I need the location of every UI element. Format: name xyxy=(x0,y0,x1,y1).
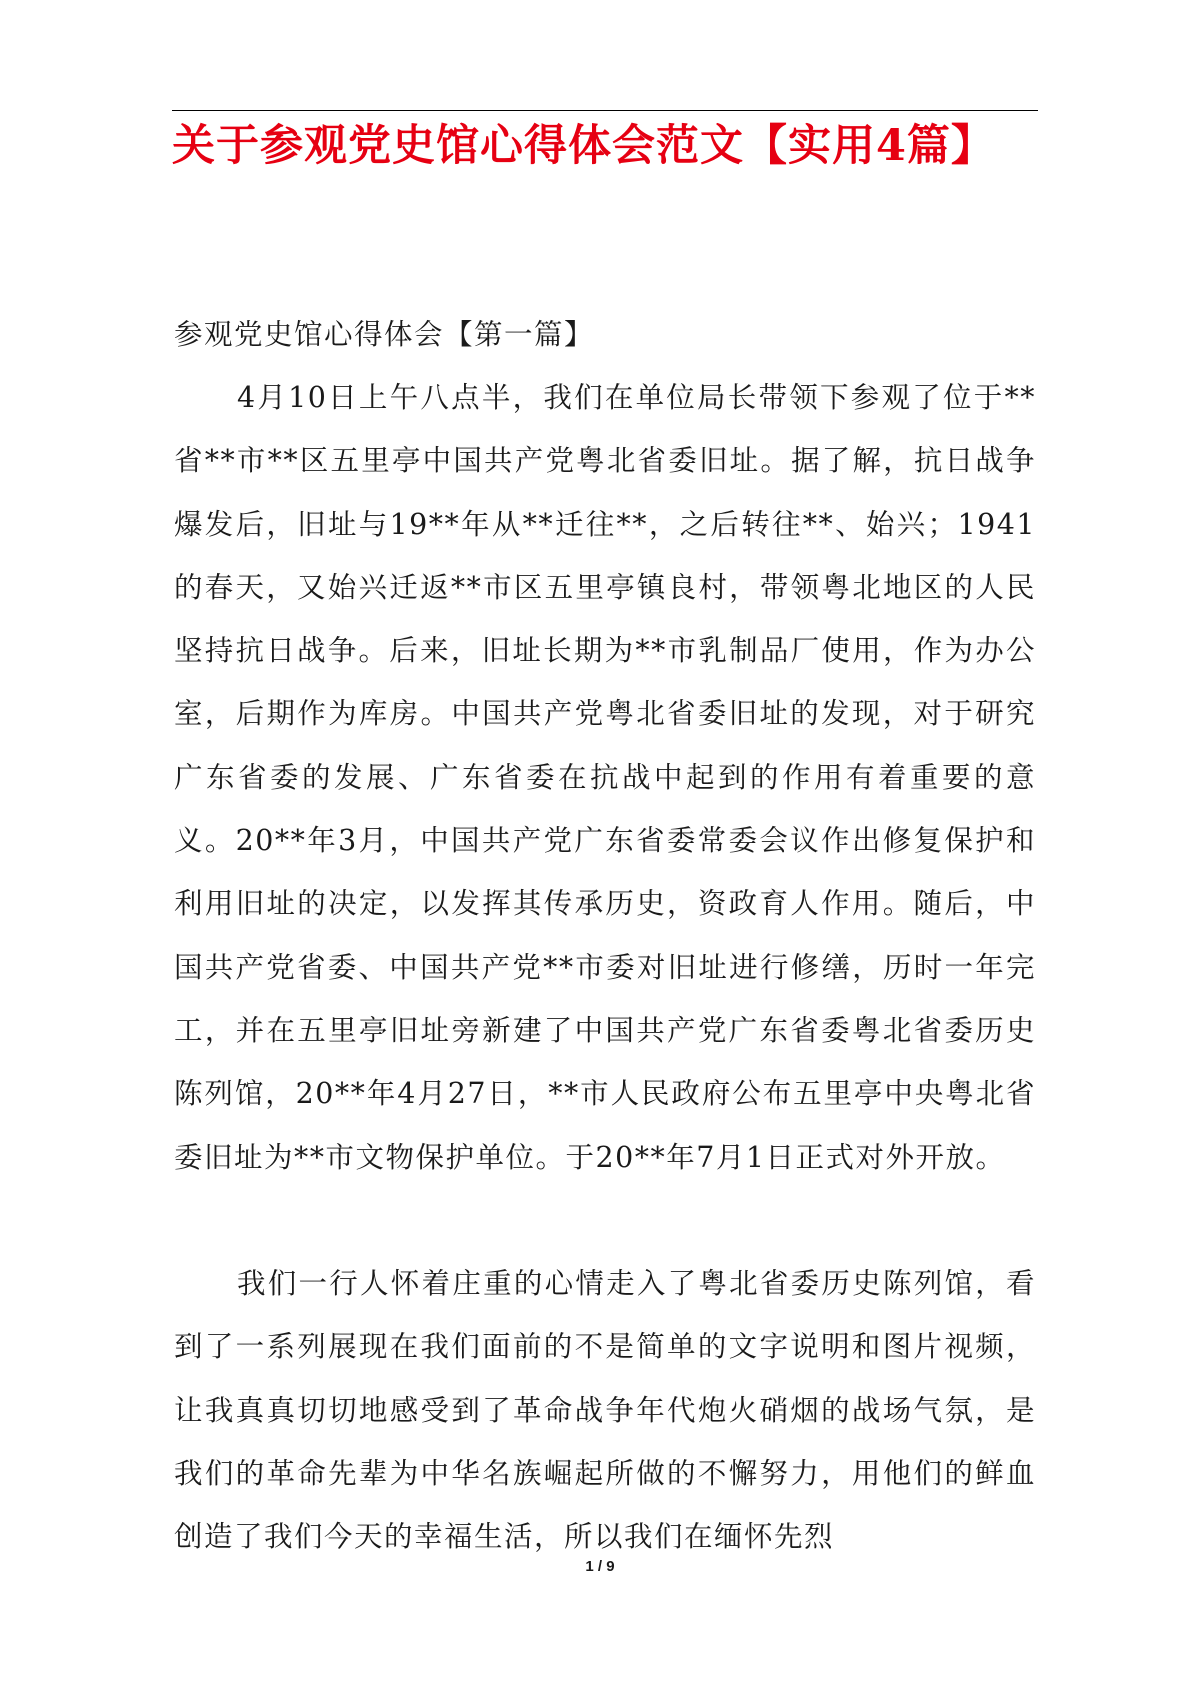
body-paragraph-2: 我们一行人怀着庄重的心情走入了粤北省委历史陈列馆，看到了一系列展现在我们面前的不是简单的文字说明和图片视频，让我真真切切地感受到了革命战争年代炮火硝烟的战场气氛，是我们的革命先辈为中华名族崛起所做的不懈努力，用他们的鲜血创造了我们今天的幸福生活，所以我们在缅怀先烈 xyxy=(174,1267,1036,1554)
document-title: 关于参观党史馆心得体会范文【实用4篇】 xyxy=(172,121,995,171)
page-number: 1 / 9 xyxy=(585,1558,615,1575)
section-heading: 参观党史馆心得体会【第一篇】 xyxy=(174,318,595,351)
header-rule xyxy=(172,110,1038,111)
body-paragraph-1: 4月10日上午八点半，我们在单位局长带领下参观了位于**省**市**区五里亭中国共产党粤北省委旧址。据了解，抗日战争爆发后，旧址与19**年从**迁往**，之后转往**、始兴；1941的春天，又始兴迁返**市区五里亭镇良村，带领粤北地区的人民坚持抗日战争。后来，旧址长期为**市乳制品厂使用，作为办公室，后期作为库房。中国共产党粤北省委旧址的发现，对于研究广东省委的发展、广东省委在抗战中起到的作用有着重要的意义。20**年3月，中国共产党广东省委常委会议作出修复保护和利用旧址的决定，以发挥其传承历史，资政育人作用。随后，中国共产党省委、中国共产党**市委对旧址进行修缮，历时一年完工，并在五里亭旧址旁新建了中国共产党广东省委粤北省委历史陈列馆，20**年4月27日，**市人民政府公布五里亭中央粤北省委旧址为**市文物保护单位。于20**年7月1日正式对外开放。 xyxy=(174,381,1036,1174)
